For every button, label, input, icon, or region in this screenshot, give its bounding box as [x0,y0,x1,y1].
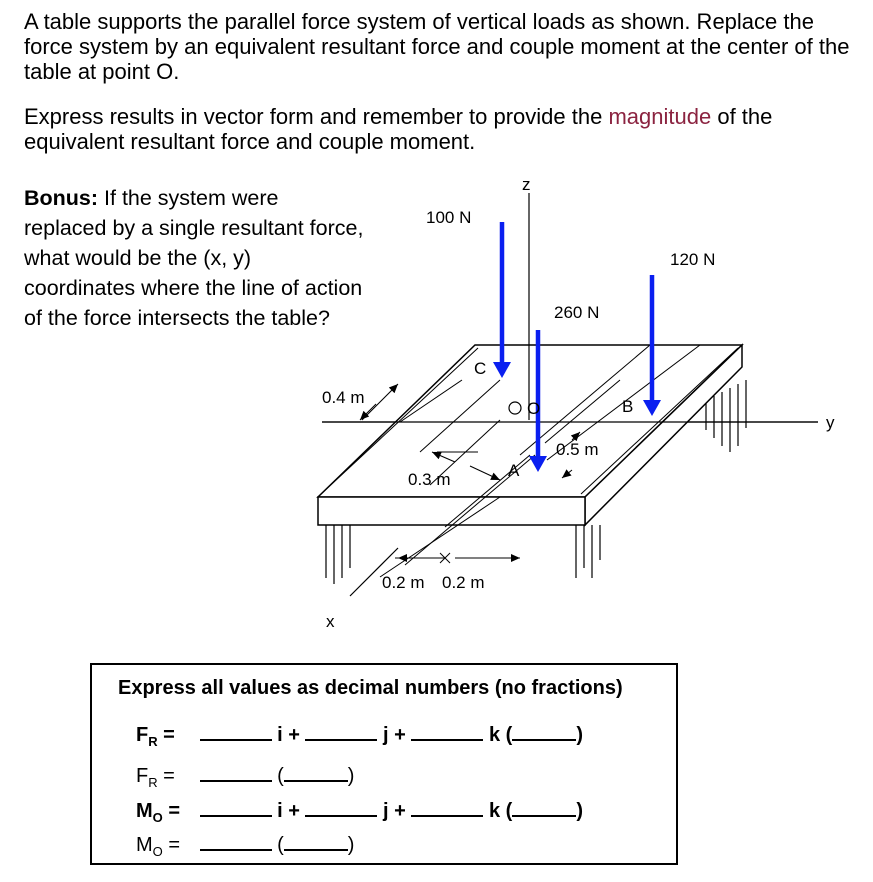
answer-box [90,663,678,865]
mo-magnitude-row [136,831,354,857]
fr-j-blank[interactable] [305,721,377,741]
fr-mag-close-paren: ) [347,765,355,787]
mo-mag-var: M [136,834,153,856]
y-axis-label: y [826,413,835,432]
mo-mag-open-paren: ( [277,834,284,856]
x-axis-label: x [326,612,335,631]
mo-i-label: i + [277,800,300,822]
instructions-prefix: Express results in vector form and remember to provide the [24,104,609,129]
force-a-label: 260 N [554,303,600,322]
mo-k-blank[interactable] [411,797,483,817]
fr-mag-unit-blank[interactable] [284,762,348,782]
force-c-label: 100 N [426,208,472,227]
fr-close-paren: ) [576,724,583,746]
mo-vector-row [136,797,583,823]
fr-i-blank[interactable] [200,721,272,741]
table-front [318,497,585,525]
instructions [24,104,864,154]
mo-sub: O [152,810,163,825]
fr-mag-sub: R [148,775,158,790]
answer-box-title: Express all values as decimal numbers (no fractions) [118,677,623,699]
point-a-label: A [508,461,520,480]
mo-mag-eq: = [168,834,181,856]
point-b-label: B [622,397,634,416]
fr-magnitude-blank[interactable] [200,762,272,782]
fr-mag-var: F [136,765,149,787]
fr-mag-eq: = [163,765,175,787]
point-o-marker [509,402,521,414]
dim-02a-label: 0.2 m [382,573,425,592]
mo-k-label: k ( [488,800,513,822]
mo-unit-blank[interactable] [512,797,576,817]
bonus-label: Bonus: [24,186,99,210]
mo-close-paren: ) [576,800,583,822]
instructions-suffix: of the equivalent resultant force and couple moment. [24,104,773,154]
mo-eq: = [168,800,181,822]
fr-sub: R [148,734,158,749]
bonus-text: If the system were replaced by a single resultant force, what would be the (x, y) coordinates where the line of action of the force intersects the table? [24,186,364,330]
problem-statement: A table supports the parallel force system of vertical loads as shown. Replace the force system by an equivalent resultant force and couple moment at the center of the table at point O. [24,9,850,84]
table-figure [0,160,873,670]
fr-i-label: i + [277,724,300,746]
mo-j-label: j + [383,800,406,822]
dim-02b-label: 0.2 m [442,573,485,592]
mo-j-blank[interactable] [305,797,377,817]
fr-unit-blank[interactable] [512,721,576,741]
mo-mag-unit-blank[interactable] [284,831,348,851]
mo-i-blank[interactable] [200,797,272,817]
dim-05-label: 0.5 m [556,440,599,459]
z-axis-label: z [522,175,531,194]
point-o-label: O [527,399,541,418]
mo-var: M [136,800,153,822]
fr-var: F [136,724,149,746]
fr-k-blank[interactable] [411,721,483,741]
dim-04-label: 0.4 m [322,388,365,407]
magnitude-highlight: magnitude [608,104,712,129]
fr-eq: = [163,724,175,746]
mo-mag-sub: O [152,844,163,859]
mo-magnitude-blank[interactable] [200,831,272,851]
fr-vector-row [136,721,583,747]
point-c-label: C [474,359,487,378]
fr-j-label: j + [383,724,406,746]
fr-k-label: k ( [488,724,513,746]
force-b-label: 120 N [670,250,716,269]
fr-mag-open-paren: ( [277,765,284,787]
mo-mag-close-paren: ) [347,834,355,856]
dim-03-label: 0.3 m [408,470,451,489]
fr-magnitude-row [136,762,354,788]
